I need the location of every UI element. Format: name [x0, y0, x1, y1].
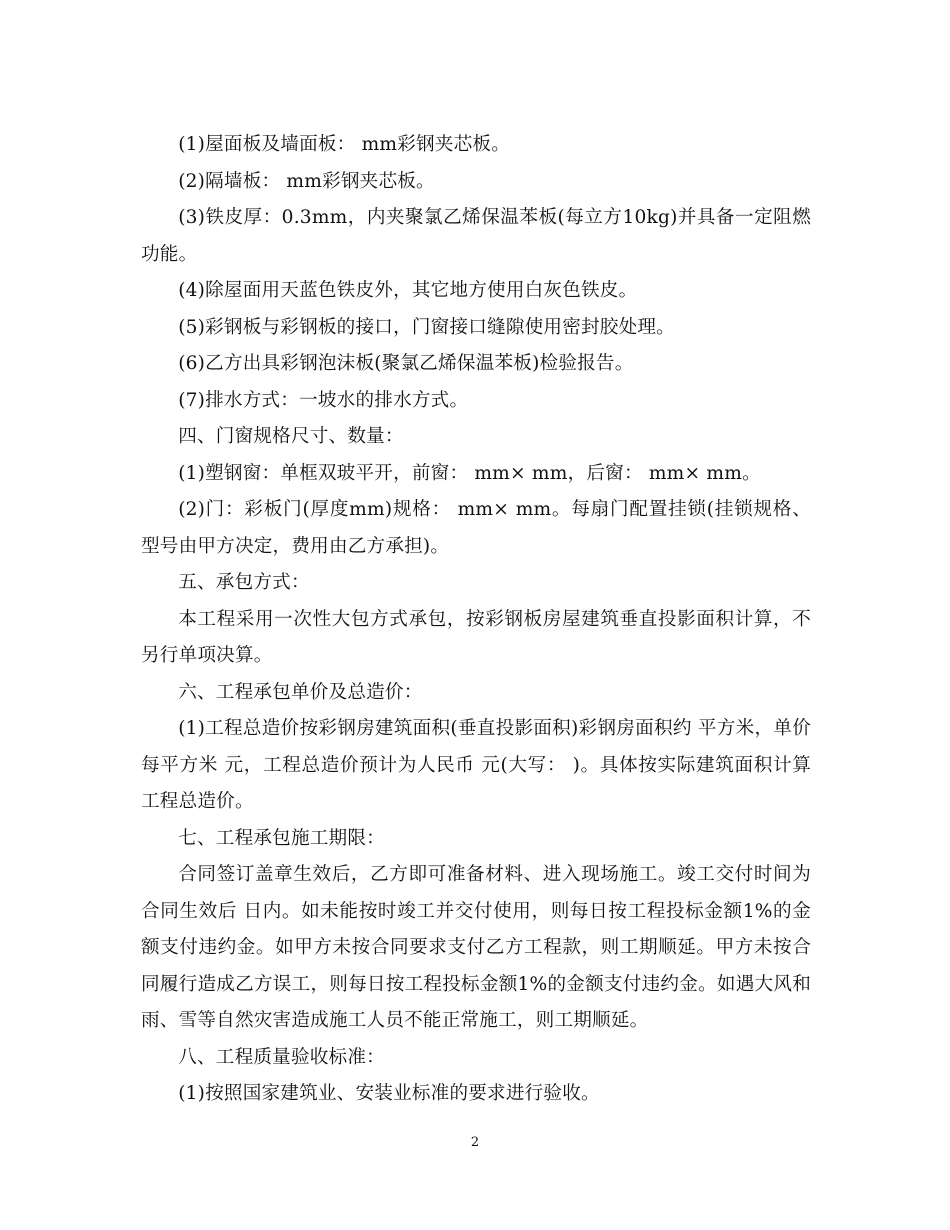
- section-heading-price: 六、工程承包单价及总造价：: [178, 681, 423, 703]
- paragraph-windows: (1)塑钢窗：单框双玻平开，前窗： mm× mm，后窗： mm× mm。: [178, 462, 761, 484]
- section-heading-schedule: 七、工程承包施工期限：: [178, 827, 385, 849]
- paragraph-drainage: (7)排水方式：一坡水的排水方式。: [178, 389, 469, 411]
- paragraph-acceptance-standard: (1)按照国家建筑业、安装业标准的要求进行验收。: [178, 1083, 600, 1104]
- paragraph-contract-method: 本工程采用一次性大包方式承包，按彩钢板房屋建筑垂直投影面积计算，不另行单项决算。: [141, 608, 811, 666]
- paragraph-total-price: (1)工程总造价按彩钢房建筑面积(垂直投影面积)彩钢房面积约 平方米，单价每平方米 元，工程总造价预计为人民币 元(大写： )。具体按实际建筑面积计算工程总造价。: [141, 718, 811, 812]
- paragraph-partition-panel: (2)隔墙板： mm彩钢夹芯板。: [178, 170, 435, 192]
- page-number: 2: [470, 1135, 480, 1150]
- paragraph-sheet-thickness: (3)铁皮厚：0.3mm，内夹聚氯乙烯保温苯板(每立方10kg)并具备一定阻燃功能。: [141, 207, 811, 265]
- section-heading-doors-windows: 四、门窗规格尺寸、数量：: [178, 426, 404, 447]
- paragraph-schedule: 合同签订盖章生效后，乙方即可准备材料、进入现场施工。竣工交付时间为合同生效后 日内。如未能按时竣工并交付使用，则每日按工程投标金额1%的金额支付违约金。如甲方未按合同要求支付乙方工程款，则工期顺延。甲方未按合同履行造成乙方误工，则每日按工程投标金额1%的金额支付违约金。如遇大风和雨、雪等自然灾害造成施工人员不能正常施工，则工期顺延。: [141, 864, 811, 1031]
- paragraph-roof-wall-panel: (1)屋面板及墙面板： mm彩钢夹芯板。: [178, 134, 511, 155]
- paragraph-joint-sealing: (5)彩钢板与彩钢板的接口，门窗接口缝隙使用密封胶处理。: [178, 316, 675, 338]
- paragraph-doors: (2)门：彩板门(厚度mm)规格： mm× mm。每扇门配置挂锁(挂锁规格、型号由甲方决定，费用由乙方承担)。: [141, 499, 811, 557]
- paragraph-sheet-color: (4)除屋面用天蓝色铁皮外，其它地方使用白灰色铁皮。: [178, 280, 638, 301]
- document-body: [141, 127, 811, 1113]
- section-heading-acceptance: 八、工程质量验收标准：: [178, 1046, 385, 1068]
- section-heading-contract-method: 五、承包方式：: [178, 572, 310, 593]
- paragraph-inspection-report: (6)乙方出具彩钢泡沫板(聚氯乙烯保温苯板)检验报告。: [178, 353, 634, 374]
